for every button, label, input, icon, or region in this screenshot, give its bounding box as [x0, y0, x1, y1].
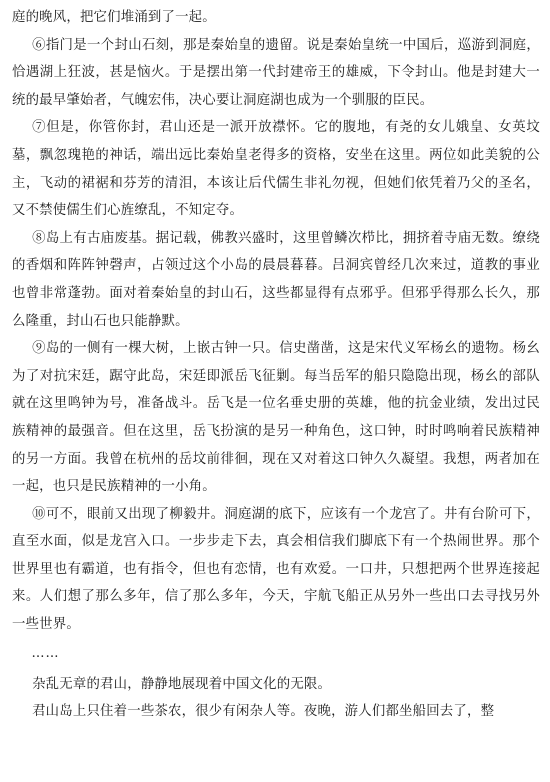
closing-line-2: 君山岛上只住着一些茶农，很少有闲杂人等。夜晚，游人们都坐船回去了，整: [32, 704, 495, 720]
paragraph-intro: 庭的晚风，把它们堆涌到了一起。: [12, 10, 216, 25]
paragraph-10: ⑩可不，眼前又出现了柳毅井。洞庭湖的底下，应该有一个龙宫了。井有台阶可下，直至水面，似是龙宫入口。一步步走下去，真会相信我们脚底下有一个热闹世界。那个世界里也有霸道，也有指令，但也有恋情，也有欢爱。一口井，只想把两个世界连接起来。人们想了那么多年，信了那么多年，今天，宇航飞船正从另外一些出口去寻找另外一些世界。: [12, 506, 540, 633]
paragraph-9: ⑨岛的一侧有一棵大树，上嵌古钟一只。信史凿凿，这是宋代义军杨幺的遗物。杨幺为了对抗宋廷，踞守此岛，宋廷即派岳飞征剿。每当岳军的船只隐隐出现，杨幺的部队就在这里鸣钟为号，准备战斗。岳飞是一位名垂史册的英雄，他的抗金业绩，发出过民族精神的最强音。但在这里，岳飞扮演的是另一种角色，这口钟，时时鸣响着民族精神的另一方面。我曾在杭州的岳坟前徘徊，现在又对着这口钟久久凝望。我想，两者加在一起，也只是民族精神的一小角。: [12, 341, 540, 495]
paragraph-7: ⑦但是，你管你封，君山还是一派开放襟怀。它的腹地，有尧的女儿娥皇、女英坟墓，飘忽瑰艳的神话，端出远比秦始皇老得多的资格，安坐在这里。两位如此美貌的公主，飞动的裙裾和芬芳的清泪，本该让后代儒生非礼勿视，但她们依凭着乃父的圣名，又不禁使儒生们心旌缭乱，不知定夺。: [12, 120, 540, 219]
paragraph-6: ⑥指门是一个封山石刻，那是秦始皇的遗留。说是秦始皇统一中国后，巡游到洞庭，恰遇湖上狂波，甚是恼火。于是摆出第一代封建帝王的雄威，下令封山。他是封建大一统的最早肇始者，气魄宏伟，决心要让洞庭湖也成为一个驯服的臣民。: [12, 37, 540, 108]
closing-line-1: 杂乱无章的君山，静静地展现着中国文化的无限。: [32, 676, 332, 692]
ellipsis-mark: ……: [31, 645, 60, 661]
paragraph-8: ⑧岛上有古庙废基。据记载，佛教兴盛时，这里曾鳞次栉比，拥挤着寺庙无数。缭绕的香烟和阵阵钟磬声，占领过这个小岛的晨晨暮暮。吕洞宾曾经几次来过，道教的事业也曾非常蓬勃。面对着秦始皇的封山石，这些都显得有点邪乎。但邪乎得那么长久，那么隆重，封山石也只能静默。: [12, 230, 540, 329]
